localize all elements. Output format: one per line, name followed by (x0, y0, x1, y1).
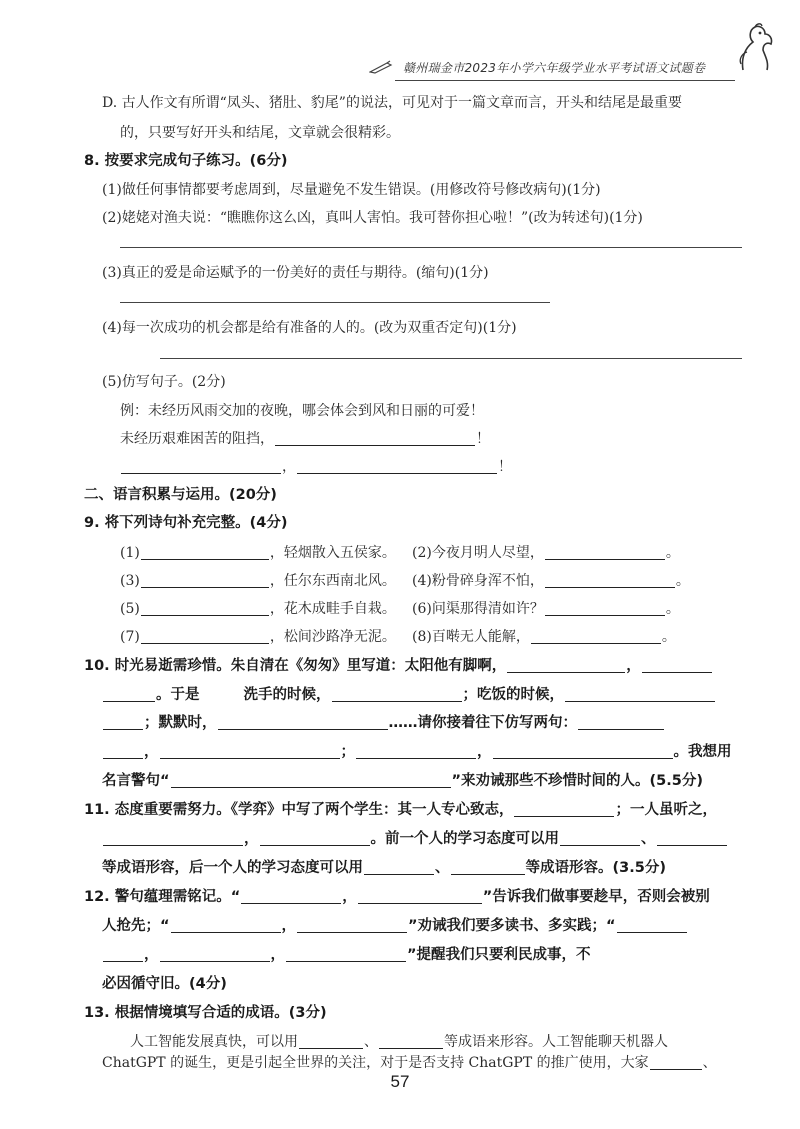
q11-blank-1[interactable] (514, 799, 614, 817)
comma: ， (144, 744, 159, 760)
q11-blank-6[interactable] (364, 857, 434, 875)
q10-blank-1[interactable] (507, 655, 625, 673)
q10-line2 (102, 680, 762, 710)
q10-text-9: ”来劝诫那些不珍惜时间的人。(5.5分) (451, 773, 704, 789)
q9-item-5-text: ，花木成畦手自栽。 (269, 601, 396, 617)
semicolon: ； (340, 744, 355, 760)
q11-text-3: 。前一个人的学习态度可以用 (370, 831, 559, 847)
q12-line2 (102, 911, 762, 941)
comma: ， (342, 889, 357, 905)
q11-line2 (102, 824, 762, 854)
comma: ， (270, 947, 285, 963)
q12-blank-5a[interactable] (617, 915, 687, 933)
q8-item-5: (5)仿写句子。(2分) (102, 374, 226, 390)
comma: ， (281, 918, 297, 934)
header-title: 赣州瑞金市2023年小学六年级学业水平考试语文试题卷 (403, 61, 706, 75)
q11-text-5: 等成语形容。(3.5分) (525, 860, 666, 876)
q9-item-6-text: (6)问渠那得清如许？ (412, 601, 544, 617)
q8-item-5-line2 (120, 452, 780, 482)
q13-blank-1[interactable] (299, 1031, 363, 1049)
q8-item-5-blank-2[interactable] (121, 456, 281, 474)
q10-blank-2b[interactable] (103, 684, 155, 702)
q9-item-3-blank[interactable] (141, 570, 269, 588)
q13-blank-3[interactable] (650, 1052, 702, 1070)
page-header (395, 56, 735, 81)
q9-item-5-blank[interactable] (141, 598, 269, 616)
q9-item-7-num: (7) (120, 629, 140, 645)
q8-item-5-example: 例：未经历风雨交加的夜晚，哪会体会到风和日丽的可爱！ (120, 403, 484, 419)
pen-icon (369, 60, 393, 74)
q10-blank-5[interactable] (218, 712, 388, 730)
q10-blank-8[interactable] (356, 741, 476, 759)
q13-text-3: ChatGPT 的诞生，更是引起全世界的关注，对于是否支持 ChatGPT 的推广使用，大家 (102, 1055, 649, 1071)
q11-blank-2[interactable] (103, 828, 243, 846)
q12-blank-3[interactable] (171, 915, 281, 933)
q9-item-7 (120, 622, 410, 652)
q8-item-5-blank-3[interactable] (297, 456, 497, 474)
q9-item-2 (412, 538, 712, 568)
q12-blank-4[interactable] (297, 915, 407, 933)
q10-blank-6a[interactable] (578, 712, 664, 730)
q10-blank-9[interactable] (493, 741, 673, 759)
enum-comma: 、 (435, 860, 450, 876)
q9-item-1 (120, 538, 410, 568)
comma: ， (144, 947, 159, 963)
q8-item-2: (2)姥姥对渔夫说：“瞧瞧你这么凶，真叫人害怕。我可替你担心啦！”(改为转述句)(1分) (102, 210, 643, 226)
q8-item-2-answer-line[interactable] (120, 247, 742, 248)
enum-comma: 、 (702, 1055, 717, 1071)
q12-blank-2[interactable] (358, 886, 482, 904)
exclamation-mark: ！ (476, 431, 490, 447)
q10-line5 (102, 766, 762, 796)
q9-item-4-text: (4)粉骨碎身浑不怕， (412, 573, 544, 589)
q9-title: 9. 将下列诗句补充完整。(4分) (84, 515, 288, 531)
q9-item-6 (412, 594, 712, 624)
q7-option-d-line1: D. 古人作文有所谓“凤头、猪肚、豹尾”的说法，可见对于一篇文章而言，开头和结尾是最重要 (102, 95, 682, 111)
q9-item-7-text: ，松间沙路净无泥。 (269, 629, 396, 645)
q11-blank-3[interactable] (260, 828, 370, 846)
q9-item-3-text: ，任尔东西南北风。 (269, 573, 396, 589)
q10-blank-2a[interactable] (642, 655, 712, 673)
q9-item-2-blank[interactable] (545, 542, 665, 560)
q8-item-5-line1 (120, 424, 780, 454)
q9-item-6-blank[interactable] (545, 598, 665, 616)
q13-text-1: 人工智能发展真快，可以用 (130, 1034, 298, 1050)
q12-line1 (84, 882, 744, 912)
q10-text-2: 。于是 (156, 687, 200, 703)
comma: ， (282, 459, 296, 475)
q9-item-8 (412, 622, 712, 652)
q9-item-3 (120, 566, 410, 596)
q9-item-8-text: (8)百啭无人能解， (412, 629, 530, 645)
q10-line4 (102, 737, 762, 767)
q11-line3 (102, 853, 762, 883)
q9-item-1-blank[interactable] (141, 542, 269, 560)
q12-text-4: ”劝诫我们要多读书、多实践；“ (408, 918, 616, 934)
q10-blank-4a[interactable] (565, 684, 715, 702)
q12-text-3: 人抢先；“ (102, 918, 170, 934)
period: 。 (675, 573, 690, 589)
q12-text-2: ”告诉我们做事要趁早，否则会被别 (482, 889, 710, 905)
q11-text-2: ；一人虽听之， (615, 802, 717, 818)
q9-item-2-text: (2)今夜月明人尽望， (412, 545, 544, 561)
enum-comma: 、 (364, 1034, 378, 1050)
q9-item-3-num: (3) (120, 573, 140, 589)
q8-item-4-answer-line[interactable] (160, 358, 742, 359)
q7-option-d-line2: 的，只要写好开头和结尾，文章就会很精彩。 (120, 125, 400, 141)
q12-text-1: 12. 警句蕴理需铭记。“ (84, 889, 241, 905)
exclamation-mark: ！ (498, 459, 512, 475)
q10-text-5: ；默默时， (144, 715, 217, 731)
period: 。 (661, 629, 676, 645)
q8-item-3: (3)真正的爱是命运赋予的一份美好的责任与期待。(缩句)(1分) (102, 265, 489, 281)
q8-title: 8. 按要求完成句子练习。(6分) (84, 153, 288, 169)
q8-item-5-line1-text: 未经历艰难困苦的阻挡， (120, 431, 274, 447)
q12-blank-5b[interactable] (103, 944, 143, 962)
q11-text-1: 11. 态度重要需努力。《学弈》中写了两个学生：其一人专心致志， (84, 802, 514, 818)
q9-item-4 (412, 566, 712, 596)
q11-blank-7[interactable] (451, 857, 525, 875)
q12-blank-7[interactable] (286, 944, 406, 962)
enum-comma: 、 (641, 831, 656, 847)
comma: ， (626, 658, 641, 674)
horse-logo-icon (735, 22, 777, 74)
q12-text-5: ”提醒我们只要利民成事，不 (407, 947, 591, 963)
q12-blank-6[interactable] (160, 944, 270, 962)
q12-blank-1[interactable] (241, 886, 341, 904)
period: 。 (665, 601, 680, 617)
q9-item-1-num: (1) (120, 545, 140, 561)
q10-gap (201, 684, 243, 702)
q8-item-4: (4)每一次成功的机会都是给有准备的人的。(改为双重否定句)(1分) (102, 320, 517, 336)
q10-text-1: 10. 时光易逝需珍惜。朱自清在《匆匆》里写道：太阳他有脚啊， (84, 658, 507, 674)
q13-title: 13. 根据情境填写合适的成语。(3分) (84, 1005, 327, 1021)
q11-line1 (84, 795, 744, 825)
q10-text-8: 名言警句“ (102, 773, 170, 789)
q11-text-4: 等成语形容，后一个人的学习态度可以用 (102, 860, 363, 876)
comma: ， (244, 831, 259, 847)
q10-text-7: 。我想用 (673, 744, 732, 760)
q13-blank-2[interactable] (379, 1031, 443, 1049)
q10-line3 (102, 708, 762, 738)
period: 。 (665, 545, 680, 561)
q13-text-2: 等成语来形容。人工智能聊天机器人 (444, 1034, 668, 1050)
q10-text-6: ……请你接着往下仿写两句： (388, 715, 577, 731)
q9-item-4-blank[interactable] (545, 570, 675, 588)
q10-line1 (84, 651, 744, 681)
q11-blank-5[interactable] (657, 828, 727, 846)
comma: ， (477, 744, 492, 760)
q12-line4: 必因循守旧。(4分) (102, 976, 227, 992)
q8-item-1: (1)做任何事情都要考虑周到，尽量避免不发生错误。(用修改符号修改病句)(1分) (102, 182, 601, 198)
q10-text-3: 洗手的时候， (243, 687, 331, 703)
q9-item-8-blank[interactable] (531, 626, 661, 644)
q9-item-1-text: ，轻烟散入五侯家。 (269, 545, 396, 561)
q8-item-3-answer-line[interactable] (120, 302, 550, 303)
section-2-title: 二、语言积累与运用。(20分) (84, 487, 277, 503)
q12-line3 (102, 940, 762, 970)
q8-item-5-blank-1[interactable] (275, 428, 475, 446)
q9-item-5 (120, 594, 410, 624)
q10-blank-10[interactable] (171, 770, 451, 788)
q10-blank-4b[interactable] (103, 712, 143, 730)
q9-item-7-blank[interactable] (141, 626, 269, 644)
q10-blank-6b[interactable] (103, 741, 143, 759)
page-number: 57 (390, 1072, 410, 1091)
q10-blank-7[interactable] (160, 741, 340, 759)
q9-item-5-num: (5) (120, 601, 140, 617)
q10-blank-3[interactable] (332, 684, 462, 702)
q11-blank-4[interactable] (560, 828, 640, 846)
q10-text-4: ；吃饭的时候， (462, 687, 564, 703)
